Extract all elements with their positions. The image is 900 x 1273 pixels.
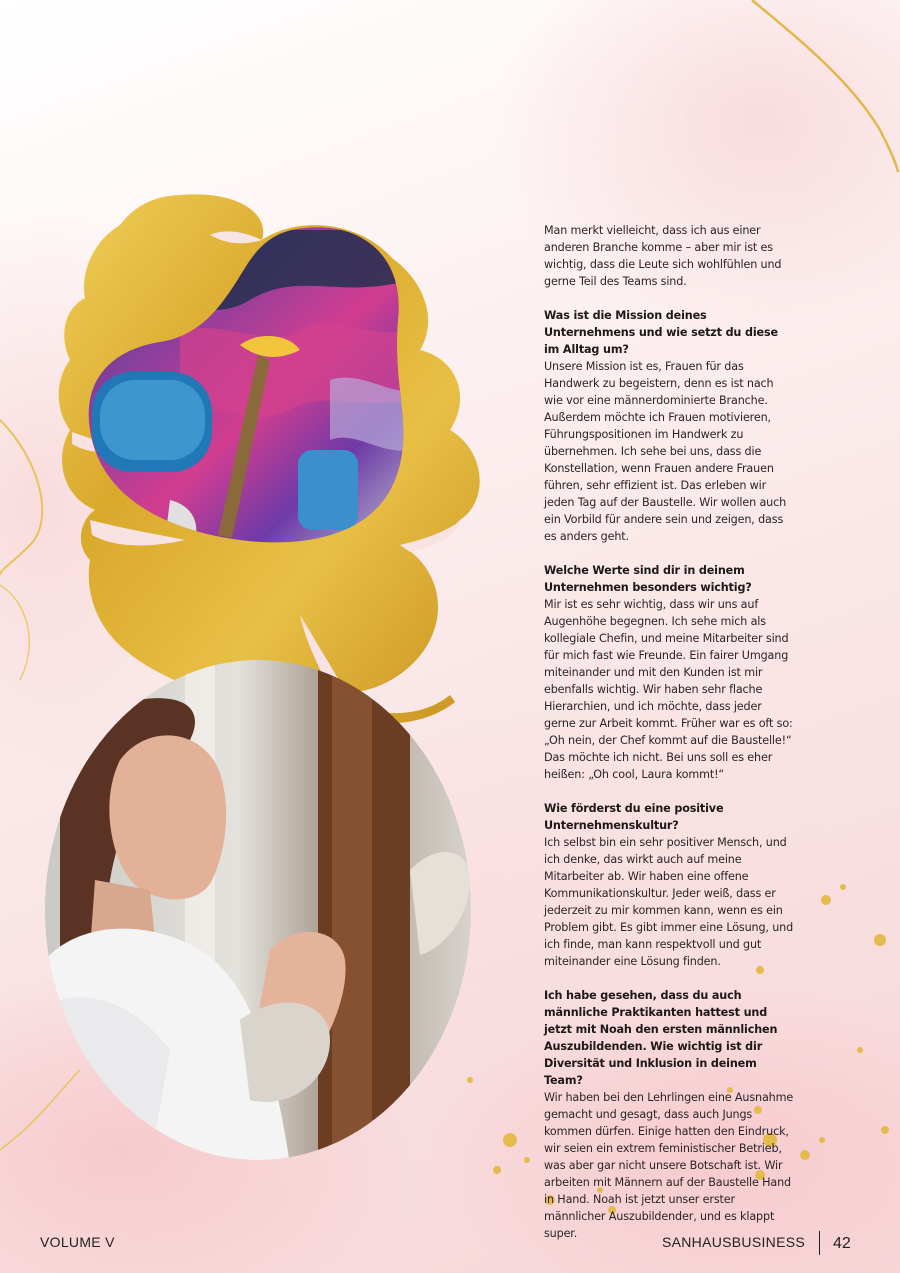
answer: Wir haben bei den Lehrlingen eine Ausnahme gemacht und gesagt, dass auch Jungs kommen dürfen. Einige hatten den Eindruck, wir seien ein extrem feministischer Betrieb, was aber gar nicht unsere Botschaft ist. Wir arbeiten mit Männern auf der Baustelle Hand in Hand. Noah ist jetzt unser erster männlicher Auszubildender, und es klappt super. — [544, 1091, 794, 1240]
footer-magazine-name: SANHAUSBUSINESS — [662, 1234, 805, 1250]
question: Welche Werte sind dir in deinem Unternehmen besonders wichtig? — [544, 564, 752, 594]
question: Ich habe gesehen, dass du auch männliche Praktikanten hattest und jetzt mit Noah den ersten männlichen Auszubildenden. Wie wichtig ist dir Diversität und Inklusion in deinem Team? — [544, 989, 778, 1087]
intro-paragraph: Man merkt vielleicht, dass ich aus einer anderen Branche komme – aber mir ist es wichtig, dass die Leute sich wohlfühlen und gerne Teil des Teams sind. — [544, 224, 782, 288]
answer: Unsere Mission ist es, Frauen für das Handwerk zu begeistern, denn es ist nach wie vor eine männerdominierte Branche. Außerdem möchte ich Frauen motivieren, Führungspositionen im Handwerk zu übernehmen. Ich sehe bei uns, dass die Konstellation, wenn Frauen andere Frauen führen, sehr effizient ist. Das erleben wir jeden Tag auf der Baustelle. Wir wollen auch ein Vorbild für andere sein und zeigen, dass es anders geht. — [544, 360, 787, 543]
qa-block — [544, 562, 794, 783]
article-text-column — [544, 222, 794, 1259]
qa-block — [544, 987, 794, 1242]
question: Was ist die Mission deines Unternehmens und wie setzt du diese im Alltag um? — [544, 309, 778, 356]
answer: Ich selbst bin ein sehr positiver Mensch, und ich denke, das wirkt auch auf meine Mitarbeiter ab. Wir haben eine offene Kommunikationskultur. Jeder weiß, dass er jederzeit zu mir kommen kann, wenn es ein Problem gibt. Es gibt immer eine Lösung, und ich finde, man kann respektvoll und gut miteinander eine Lösung finden. — [544, 836, 794, 968]
gold-line-bottom-left — [0, 1070, 80, 1150]
question: Wie förderst du eine positive Unternehmenskultur? — [544, 802, 724, 832]
gold-line-left — [0, 420, 42, 575]
portrait-photo — [40, 655, 480, 1165]
page-number: 42 — [833, 1235, 851, 1252]
qa-block — [544, 307, 794, 545]
footer-volume: VOLUME V — [40, 1234, 115, 1250]
qa-block — [544, 800, 794, 970]
gold-line-left-2 — [0, 585, 29, 680]
gold-line-top-right — [752, 0, 898, 172]
answer: Mir ist es sehr wichtig, dass wir uns auf Augenhöhe begegnen. Ich sehe mich als kollegiale Chefin, und meine Mitarbeiter sind für mich fast wie Freunde. Ein fairer Umgang miteinander und mit den Kunden ist mir ebenfalls wichtig. Wir haben sehr flache Hierarchien, und ich möchte, dass jeder gerne zur Arbeit kommt. Früher war es oft so: „Oh nein, der Chef kommt auf die Baustelle!“ Das möchte ich nicht. Bei uns soll es eher heißen: „Oh cool, Laura kommt!“ — [544, 598, 793, 781]
footer-divider — [819, 1231, 820, 1255]
